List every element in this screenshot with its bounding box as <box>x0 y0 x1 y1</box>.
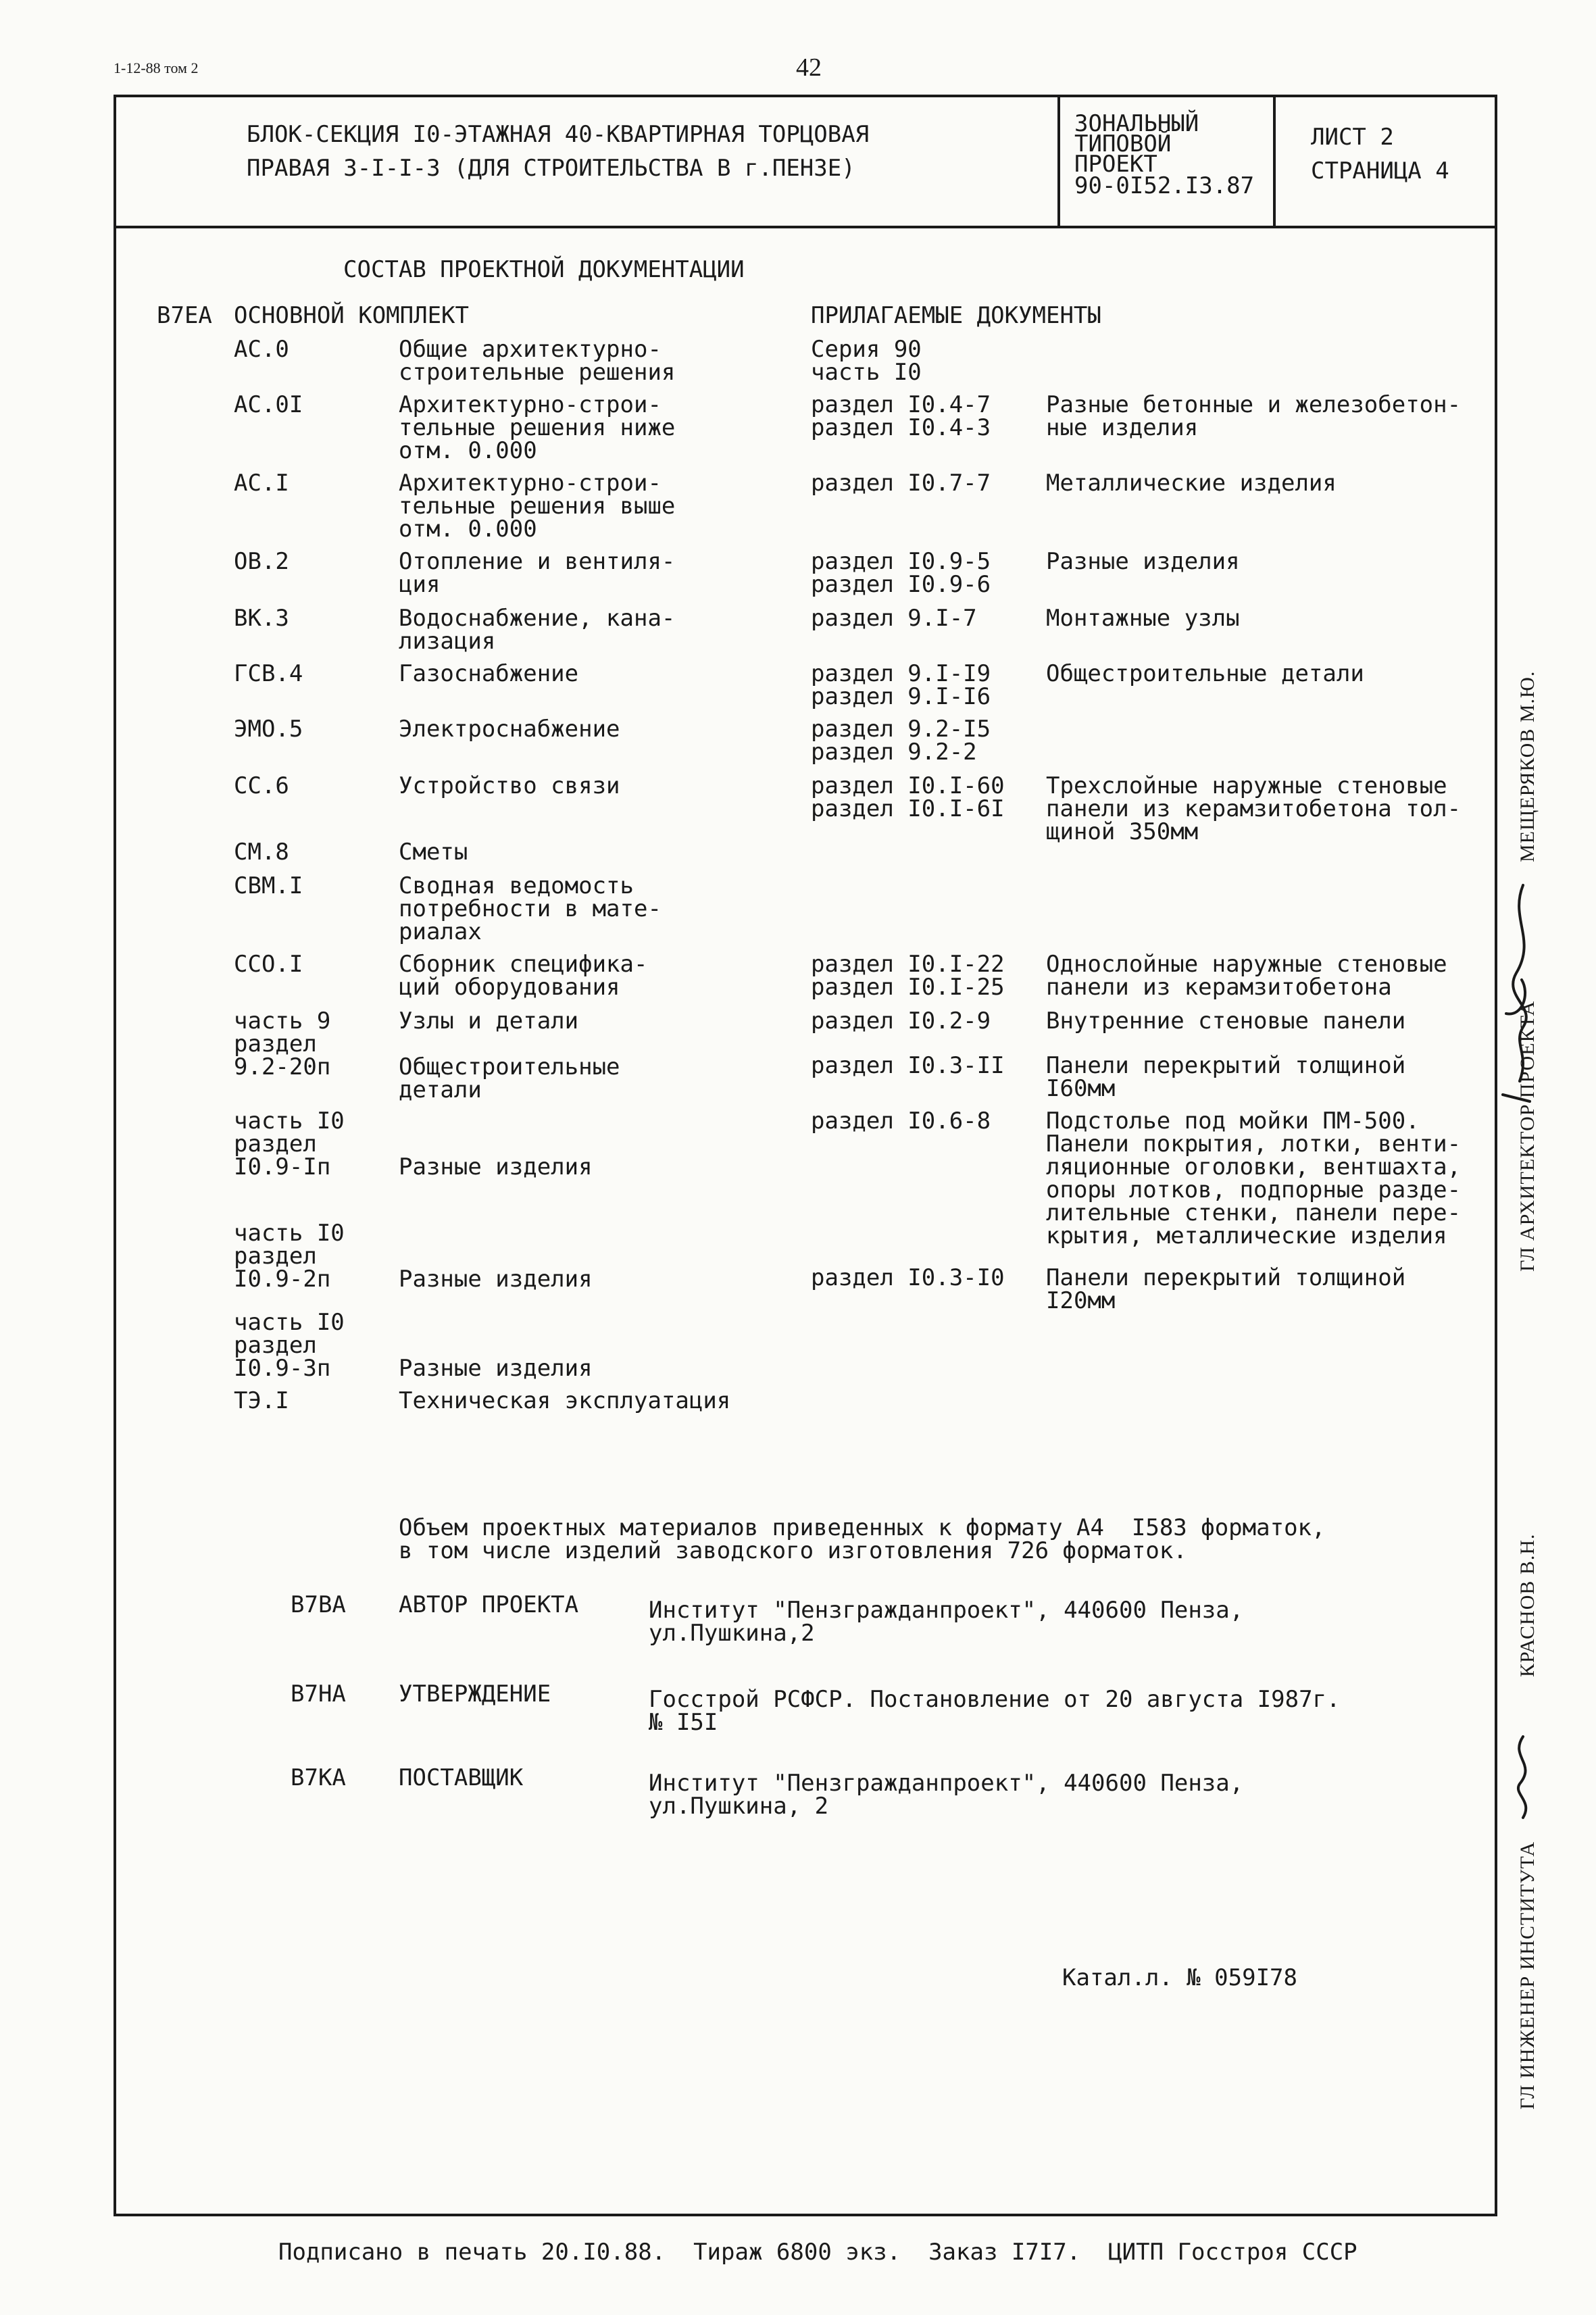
main-code: АС.I <box>234 470 289 497</box>
info-code: В7КА <box>291 1764 346 1791</box>
attached-desc: Трехслойные наружные стеновые панели из керамзитобетона тол- щиной 350мм <box>1046 772 1462 845</box>
attached-desc: Общестроительные детали <box>1046 660 1364 687</box>
main-code: АС.0I <box>234 391 303 418</box>
attached-ref: раздел 9.I-I9 раздел 9.I-I6 <box>811 660 991 710</box>
side-architect-name: МЕЩЕРЯКОВ М.Ю. <box>1516 670 1539 862</box>
side-engineer-title: ГЛ ИНЖЕНЕР ИНСТИТУТА <box>1516 1841 1539 2110</box>
main-name: Общие архитектурно- строительные решения <box>399 336 676 386</box>
title-line-1: БЛОК-СЕКЦИЯ I0-ЭТАЖНАЯ 40-КВАРТИРНАЯ ТОРЦОВАЯ <box>247 121 870 148</box>
main-code: ОВ.2 <box>234 548 289 575</box>
catalog-number: Катал.л. № 059I78 <box>1062 1964 1297 1991</box>
info-label: ПОСТАВЩИК <box>399 1764 524 1791</box>
attached-desc: Разные бетонные и железобетон- ные изделия <box>1046 391 1462 441</box>
project-type-1: ЗОНАЛЬНЫЙ <box>1074 110 1199 137</box>
main-code: ТЭ.I <box>234 1387 289 1414</box>
main-code: АС.0 <box>234 336 289 363</box>
attached-desc: Металлические изделия <box>1046 470 1337 497</box>
main-name: Техническая эксплуатация <box>399 1387 731 1414</box>
attached-desc: Разные изделия <box>1046 548 1240 575</box>
attached-desc: Однослойные наружные стеновые панели из керамзитобетона <box>1046 951 1447 1001</box>
main-code: ССО.I <box>234 951 303 978</box>
main-name: Водоснабжение, кана- лизация <box>399 605 676 655</box>
main-name: Разные изделия <box>399 1266 593 1293</box>
section-title: СОСТАВ ПРОЕКТНОЙ ДОКУМЕНТАЦИИ <box>343 256 745 283</box>
main-name: Сборник специфика- ций оборудования <box>399 951 648 1001</box>
attached-desc: Панели перекрытий толщиной I20мм <box>1046 1264 1406 1314</box>
attached-ref: Серия 90 часть I0 <box>811 336 922 386</box>
main-name: Отопление и вентиля- ция <box>399 548 676 598</box>
attached-ref: раздел I0.9-5 раздел I0.9-6 <box>811 548 991 598</box>
main-name: Сметы <box>399 839 468 866</box>
main-code: ГСВ.4 <box>234 660 303 687</box>
main-code: часть I0 раздел I0.9-2п <box>234 1220 345 1293</box>
side-engineer-name: КРАСНОВ В.Н. <box>1516 1533 1539 1677</box>
main-name: Архитектурно-строи- тельные решения выше отм. 0.000 <box>399 470 676 543</box>
print-footer: Подписано в печать 20.I0.88. Тираж 6800 экз. Заказ I7I7. ЦИТП Госстроя СССР <box>278 2239 1357 2266</box>
attached-ref: раздел I0.7-7 <box>811 470 991 497</box>
main-code: ВК.3 <box>234 605 289 632</box>
attached-desc: Подстолье под мойки ПМ-500. Панели покрытия, лотки, венти- ляционные оголовки, вентшахта, опоры лотков, подпорные разде- лительные стенки, панели пере- крытия, металлические изделия <box>1046 1107 1462 1249</box>
main-code: СМ.8 <box>234 839 289 866</box>
main-name: Узлы и детали Общестроительные детали <box>399 1007 620 1103</box>
main-name: Архитектурно-строи- тельные решения ниже отм. 0.000 <box>399 391 676 464</box>
attached-ref: раздел I0.I-22 раздел I0.I-25 <box>811 951 1005 1001</box>
main-name: Сводная ведомость потребности в мате- риалах <box>399 872 662 945</box>
main-name: Разные изделия <box>399 1355 593 1382</box>
page-label: СТРАНИЦА 4 <box>1311 157 1449 184</box>
attached-ref: раздел I0.6-8 <box>811 1107 991 1135</box>
col-main-header: ОСНОВНОЙ КОМПЛЕКТ <box>234 302 469 329</box>
sheet-label: ЛИСТ 2 <box>1311 124 1394 151</box>
attached-desc: Внутренние стеновые панели <box>1046 1007 1406 1035</box>
attached-ref: раздел I0.I-60 раздел I0.I-6I <box>811 772 1005 822</box>
engineer-signature <box>1496 1730 1550 1824</box>
main-name: Устройство связи <box>399 772 620 799</box>
project-type-3: ПРОЕКТ <box>1074 151 1157 178</box>
project-number: 90-0I52.I3.87 <box>1074 172 1255 199</box>
main-name: Разные изделия <box>399 1153 593 1180</box>
info-value: Институт "Пензгражданпроект", 440600 Пенза, ул.Пушкина,2 <box>649 1597 1244 1647</box>
attached-ref: раздел I0.4-7 раздел I0.4-3 <box>811 391 991 441</box>
main-code: СВМ.I <box>234 872 303 899</box>
project-type-2: ТИПОВОЙ <box>1074 130 1172 157</box>
attached-ref: раздел I0.3-I0 <box>811 1264 1005 1291</box>
attached-desc: Монтажные узлы <box>1046 605 1240 632</box>
title-block-bottom-rule <box>114 226 1497 228</box>
info-label: УТВЕРЖДЕНИЕ <box>399 1681 551 1708</box>
title-block-divider-1 <box>1057 95 1060 227</box>
side-architect-title: ГЛ АРХИТЕКТОР ПРОЕКТА <box>1516 1000 1539 1272</box>
main-code: ЭМО.5 <box>234 716 303 743</box>
attached-ref: раздел 9.2-I5 раздел 9.2-2 <box>811 716 991 766</box>
architect-signature <box>1482 878 1557 1108</box>
main-code: часть I0 раздел I0.9-Iп <box>234 1107 345 1180</box>
title-block-divider-2 <box>1273 95 1276 227</box>
attached-ref: раздел 9.I-7 <box>811 605 977 632</box>
attached-ref: раздел I0.3-II <box>811 1052 1005 1079</box>
info-code: В7ВА <box>291 1591 346 1618</box>
main-name: Газоснабжение <box>399 660 579 687</box>
title-line-2: ПРАВАЯ 3-I-I-3 (ДЛЯ СТРОИТЕЛЬСТВА В г.ПЕНЗЕ) <box>247 155 855 182</box>
main-code: СС.6 <box>234 772 289 799</box>
document-code: 1-12-88 том 2 <box>114 59 199 76</box>
attached-desc: Панели перекрытий толщиной I60мм <box>1046 1052 1406 1102</box>
volume-note: Объем проектных материалов приведенных к формату А4 I583 форматок, в том числе изделий заводского изготовления 726 форматок. <box>399 1514 1326 1564</box>
main-name: Электроснабжение <box>399 716 620 743</box>
col-code-header: В7ЕА <box>157 302 212 329</box>
main-code: часть I0 раздел I0.9-3п <box>234 1309 345 1382</box>
info-value: Госстрой РСФСР. Постановление от 20 августа I987г. № I5I <box>649 1686 1341 1736</box>
page-number: 42 <box>796 53 822 82</box>
attached-ref: раздел I0.2-9 <box>811 1007 991 1035</box>
info-value: Институт "Пензгражданпроект", 440600 Пенза, ул.Пушкина, 2 <box>649 1770 1244 1820</box>
main-code: часть 9 раздел 9.2-20п <box>234 1007 331 1080</box>
col-attached-header: ПРИЛАГАЕМЫЕ ДОКУМЕНТЫ <box>811 302 1101 329</box>
info-code: В7НА <box>291 1681 346 1708</box>
info-label: АВТОР ПРОЕКТА <box>399 1591 579 1618</box>
